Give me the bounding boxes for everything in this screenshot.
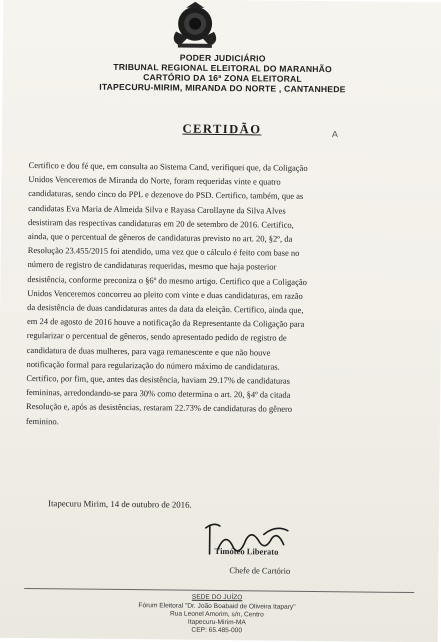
body-line: Unidos Venceremos concorreu ao pleito com vinte e duas candidaturas, em razão [27,287,303,301]
footer-line-3: Rua Leonel Amorim, s/n, Centro [169,610,264,619]
body-line: Certifico, por fim, que, antes das desistência, haviam 29.17% de candidaturas [26,373,291,386]
body-line: candidatas Eva Maria de Almeida Silva e Rayasa Carollayne da Silva Alves [28,202,286,216]
body-line: número de registro de candidaturas requeridas, mesmo que haja posterior [27,259,277,273]
header-line-4: ITAPECURU-MIRIM, MIRANDA DO NORTE , CANTANHEDE [99,81,346,95]
body-line: desistiram das respectivas candidaturas em 20 de setembro de 2016. Certifico, [27,216,294,230]
header-line-2: TRIBUNAL REGIONAL ELEITORAL DO MARANHÃO [113,61,333,75]
footer-line-1: SEDE DO JUÍZO [191,593,243,602]
footer-line-4: Itapecuru-Mirim-MA [187,618,246,627]
body-line: candidaturas, sendo cinco do PPL e dezenove do PSD. Certifico, também, que as [28,188,304,202]
body-line: Certifico e dou fé que, em consulta ao Sistema Cand, verifiquei que, da Coligação [28,159,308,173]
body-line: notificação formal para regularização do número máximo de candidaturas. [26,358,280,372]
footer-line-2: Fórum Eleitoral "Dr. João Boabaid de Oliveira Itapary" [138,602,296,611]
body-line: desistência, conforme preconiza o §6º do mesmo artigo. Certifico que a Coligação [27,273,307,287]
document-title: CERTIDÃO [182,121,262,137]
body-line: regularizar o percentual de gêneros, sendo apresentado pedido de registro de [26,330,287,344]
footer-line-5: CEP: 65.485-000 [191,626,243,635]
footer-divider [24,588,414,593]
body-line: Resolução 23.455/2015 foi atendido, uma vez que o cálculo é feito com base no [27,245,300,259]
body-line: em 24 de agosto de 2016 houve a notificação da Representante da Coligação para [26,316,305,330]
header-line-3: CARTÓRIO DA 16ª ZONA ELEITORAL [143,72,302,84]
header-line-1: PODER JUDICIÁRIO [179,52,266,64]
body-line: feminino. [25,415,59,426]
body-line: femininas, arredondando-se para 30% como determina o art. 20, §4º da citada [26,387,291,400]
body-line: Resolução e, após as desistências, restaram 22.73% de candidaturas do gênero [26,401,293,415]
handwritten-mark: A [331,129,339,140]
coat-of-arms-emblem [166,1,225,52]
signer-role: Chefe de Cartório [229,565,291,576]
body-line: Unidos Venceremos de Miranda do Norte, foram requeridas vinte e quatro [28,174,281,187]
document-date: Itapecuru Mirim, 14 de outubro de 2016. [48,498,192,510]
certificate-body [26,158,409,432]
body-line: da desistência de duas candidaturas antes da data da eleição. Certifico, ainda que, [27,302,304,315]
body-line: ainda, que o percentual de gêneros de candidaturas previsto no art. 20, §2º, da [27,230,293,244]
signer-name: Timóteo Liberato [214,545,279,557]
body-line: candidatura de duas mulheres, para vaga remanescente e que não houve [26,344,271,358]
